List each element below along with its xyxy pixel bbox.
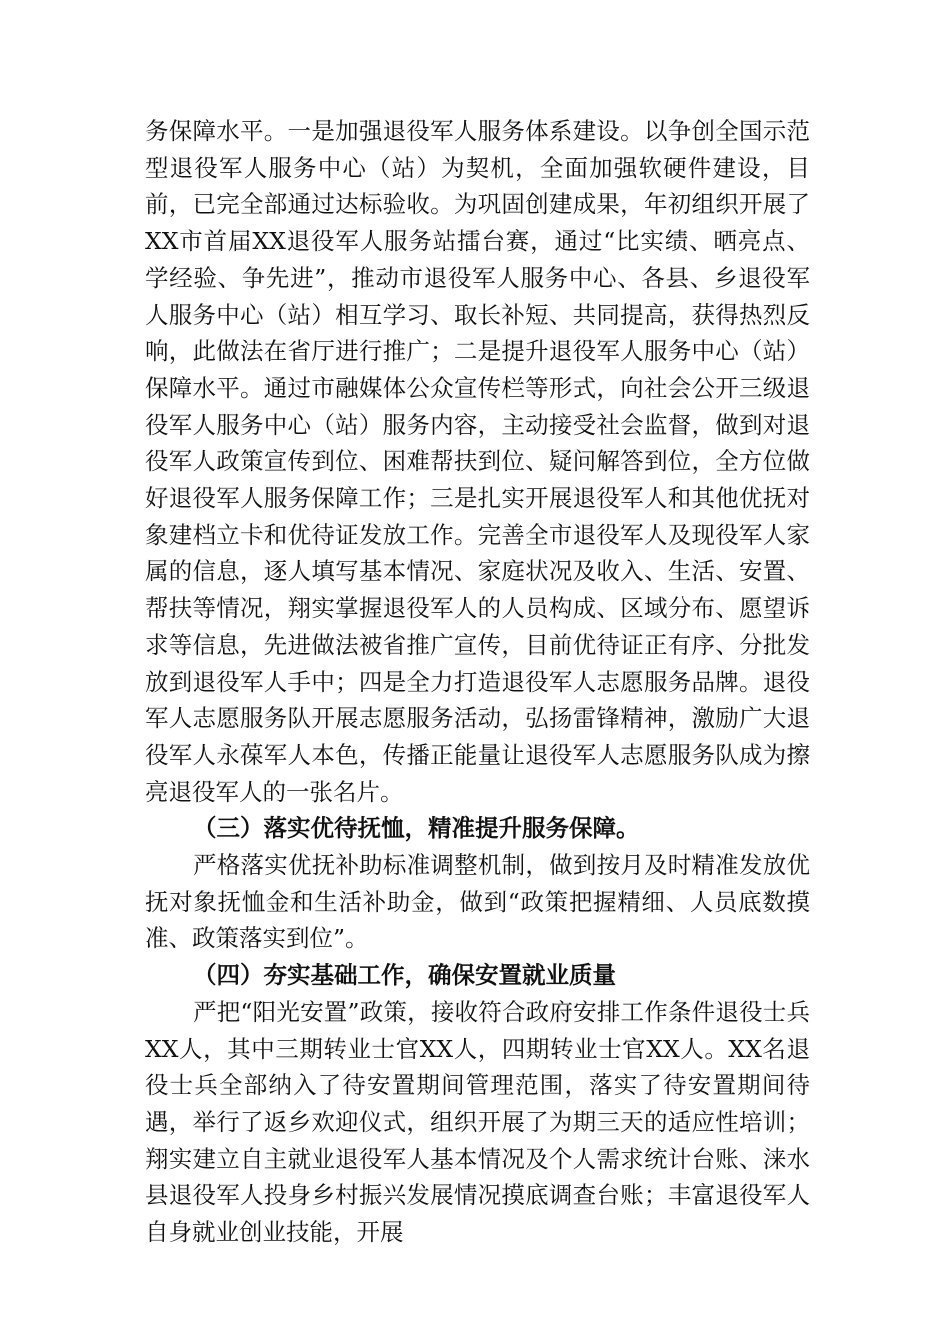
section-heading-4: （四）夯实基础工作，确保安置就业质量: [193, 961, 616, 990]
body-paragraph-2: 严格落实优抚补助标准调整机制，做到按月及时精准发放优抚对象抚恤金和生活补助金，做到“政策把握精细、人员底数摸准、政策落实到位”。: [145, 851, 810, 953]
body-paragraph-1: 务保障水平。一是加强退役军人服务体系建设。以争创全国示范型退役军人服务中心（站）为契机，全面加强软硬件建设，目前，已完全部通过达标验收。为巩固创建成果，年初组织开展了XX市首届XX退役军人服务站擂台赛，通过“比实绩、晒亮点、学经验、争先进”，推动市退役军人服务中心、各县、乡退役军人服务中心（站）相互学习、取长补短、共同提高，获得热烈反响，此做法在省厅进行推广；二是提升退役军人服务中心（站）保障水平。通过市融媒体公众宣传栏等形式，向社会公开三级退役军人服务中心（站）服务内容，主动接受社会监督，做到对退役军人政策宣传到位、困难帮扶到位、疑问解答到位，全方位做好退役军人服务保障工作；三是扎实开展退役军人和其他优抚对象建档立卡和优待证发放工作。完善全市退役军人及现役军人家属的信息，逐人填写基本情况、家庭状况及收入、生活、安置、帮扶等情况，翔实掌握退役军人的人员构成、区域分布、愿望诉求等信息，先进做法被省推广宣传，目前优待证正有序、分批发放到退役军人手中；四是全力打造退役军人志愿服务品牌。退役军人志愿服务队开展志愿服务活动，弘扬雷锋精神，激励广大退役军人永葆军人本色，传播正能量让退役军人志愿服务队成为擦亮退役军人的一张名片。: [145, 117, 810, 806]
document-page: [145, 113, 810, 1251]
body-paragraph-3: 严把“阳光安置”政策，接收符合政府安排工作条件退役士兵XX人，其中三期转业士官XX人，四期转业士官XX人。XX名退役士兵全部纳入了待安置期间管理范围，落实了待安置期间待遇，举行了返乡欢迎仪式，组织开展了为期三天的适应性培训；翔实建立自主就业退役军人基本情况及个人需求统计台账、涞水县退役军人投身乡村振兴发展情况摸底调查台账；丰富退役军人自身就业创业技能，开展: [145, 997, 810, 1247]
section-heading-3: （三）落实优待抚恤，精准提升服务保障。: [193, 814, 640, 843]
